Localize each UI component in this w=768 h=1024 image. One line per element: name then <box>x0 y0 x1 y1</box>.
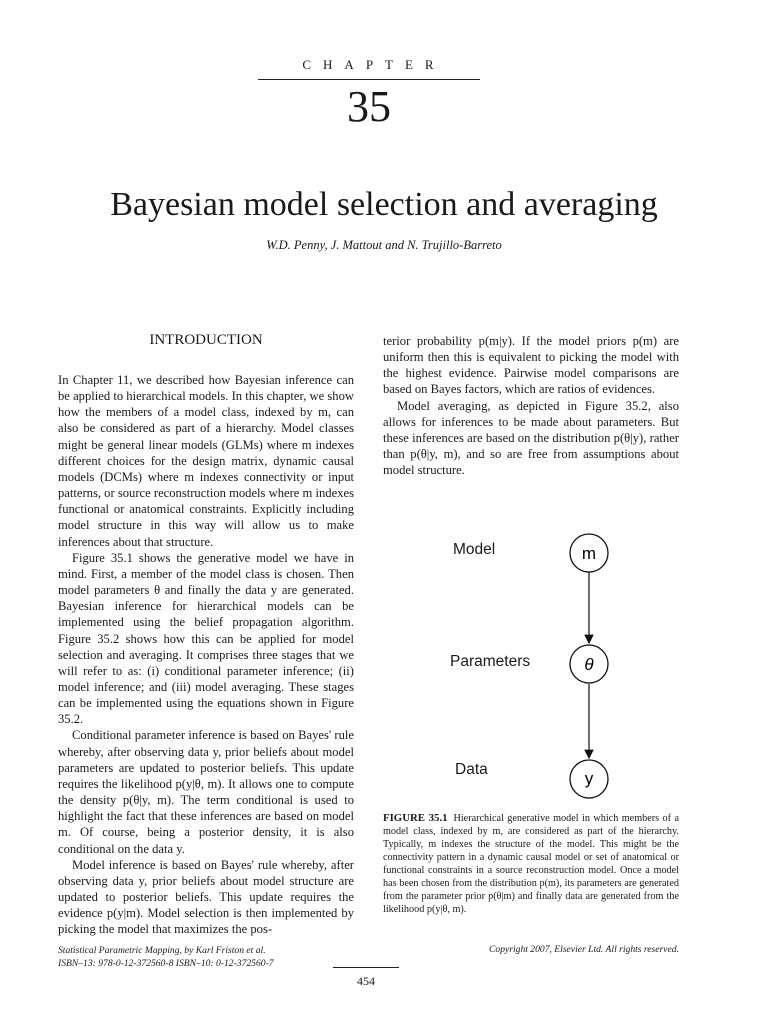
section-heading: INTRODUCTION <box>149 332 263 348</box>
diagram-label-data: Data <box>455 761 488 778</box>
paragraph: terior probability p(m|y). If the model priors p(m) are uniform then this is equivalent to picking the model with the highest evidence. Pairwise model comparisons are based on Bayes factors, which are ratios of evidences. <box>383 334 679 397</box>
figure-caption-text: Hierarchical generative model in which members of a model class, indexed by m, are considered as part of the hierarchy. Typically, m indexes the structure of the model. This might be the connectivity pattern in a dynamic causal model or set of anatomical or functional constraints in a source reconstruction model. Once a model has been chosen from the distribution p(m), its parameters are generated from the parameter prior p(θ|m) and finally data are generated from the likelihood p(y|θ, m). <box>383 813 679 915</box>
chapter-title: Bayesian model selection and averaging <box>110 186 658 223</box>
node-y-label: y <box>584 769 594 788</box>
authors: W.D. Penny, J. Mattout and N. Trujillo-Barreto <box>266 238 502 252</box>
paragraph: Conditional parameter inference is based on Bayes' rule whereby, after observing data y, prior beliefs about model parameters are updated to posterior beliefs. This update requires the likelihood p(y|θ, m). It allows one to compute the density p(θ|y, m). The term conditional is used to highlight the fact that these inferences are based on model m. Of course, being a posterior density, it is also conditional on the data y. <box>58 728 354 856</box>
figure-caption <box>383 812 679 916</box>
page-number: 454 <box>357 974 375 988</box>
paragraph: Model averaging, as depicted in Figure 35.2, also allows for inferences to be made about parameters. But these inferences are based on the distribution p(θ|y), rather than p(θ|y, m), and so are free from assumptions about model structure. <box>383 398 679 478</box>
page-number-rule <box>333 967 399 968</box>
figure-diagram <box>383 525 679 810</box>
diagram-label-model: Model <box>453 541 496 558</box>
right-column <box>383 333 679 478</box>
footer-isbn: ISBN–13: 978-0-12-372560-8 ISBN–10: 0-12-372560-7 <box>58 958 274 969</box>
diagram-graph <box>383 525 679 810</box>
chapter-label: CHAPTER <box>302 57 446 72</box>
chapter-rule <box>258 79 480 80</box>
left-column <box>58 372 354 937</box>
paragraph: Model inference is based on Bayes' rule whereby, after observing data y, prior beliefs about model structure are updated to posterior beliefs. This update requires the evidence p(y|m). Model selection is then implemented by picking the model that maximizes the pos- <box>58 857 354 937</box>
footer-left <box>58 944 378 970</box>
node-theta-label: θ <box>584 655 594 674</box>
footer-copyright: Copyright 2007, Elsevier Ltd. All rights reserved. <box>489 944 679 955</box>
figure-id: FIGURE 35.1 <box>383 812 448 824</box>
diagram-label-parameters: Parameters <box>450 653 531 670</box>
node-m-label: m <box>581 544 597 563</box>
paragraph: Figure 35.1 shows the generative model we have in mind. First, a member of the model class is chosen. Then model parameters θ and finally the data y are generated. Bayesian inference for hierarchical models can be implemented using the belief propagation algorithm. Figure 35.2 shows how this can be applied for model selection and averaging. It comprises three stages that we will refer to as: (i) conditional parameter inference; (ii) model inference; and (iii) model averaging. These stages can be implemented using the equations shown in Figure 35.2. <box>58 550 354 727</box>
chapter-number: 35 <box>347 82 391 131</box>
paragraph: In Chapter 11, we described how Bayesian inference can be applied to hierarchical models. In this chapter, we show how the members of a model class, indexed by m, can also be considered as part of a hierarchy. Model classes might be general linear models (GLMs) where m indexes different choices for the design matrix, dynamic causal models (DCMs) where m indexes connectivity or input patterns, or source reconstruction models where m indexes functional or anatomical constraints. Explicitly including model structure in this way will allow us to make inferences about that structure. <box>58 373 354 549</box>
footer-book: Statistical Parametric Mapping, by Karl Friston et al. <box>58 945 266 956</box>
